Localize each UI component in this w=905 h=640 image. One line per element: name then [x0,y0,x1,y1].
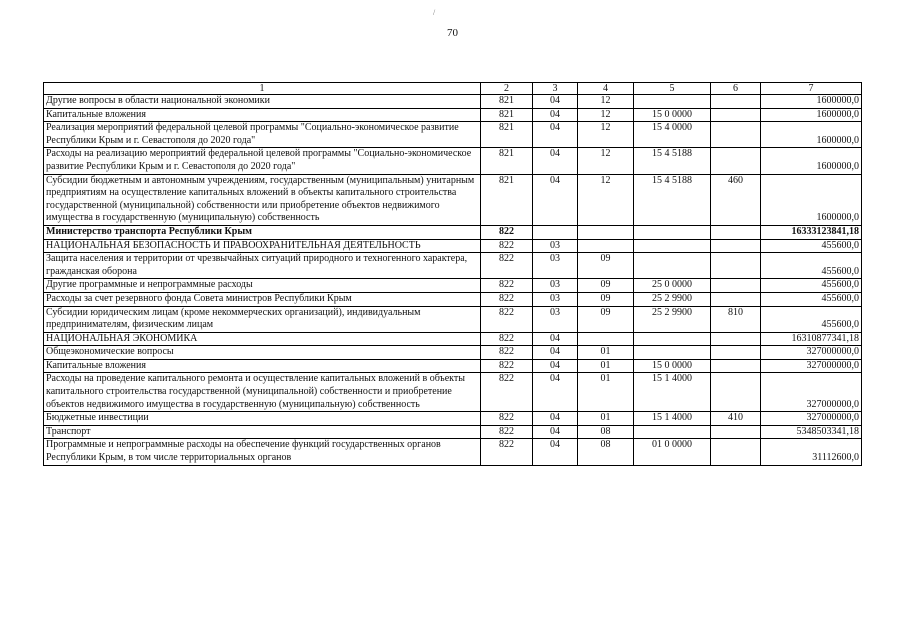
code-grbs-cell: 821 [481,122,533,148]
expense-type-cell [711,332,761,346]
amount-cell: 1600000,0 [761,95,862,109]
row-name-cell: Расходы на проведение капитального ремонта и осуществление капитальных вложений в объекты капитального строительства государственной (муниципальной) собственности и приобретение объектов недвижимого имущества в государственную (муниципальную) собственность [44,373,481,412]
column-header: 6 [711,83,761,95]
amount-cell: 455600,0 [761,253,862,279]
target-article-cell: 25 2 9900 [634,306,711,332]
row-name-cell: Транспорт [44,425,481,439]
row-name-cell: Общеэкономические вопросы [44,346,481,360]
code-grbs-cell: 822 [481,425,533,439]
subsection-cell [578,225,634,239]
target-article-cell [634,253,711,279]
amount-cell: 455600,0 [761,292,862,306]
subsection-cell: 12 [578,174,634,225]
section-cell: 04 [533,108,578,122]
target-article-cell [634,332,711,346]
expense-type-cell [711,373,761,412]
code-grbs-cell: 822 [481,292,533,306]
expense-type-cell [711,108,761,122]
amount-cell: 327000000,0 [761,359,862,373]
section-cell: 03 [533,306,578,332]
table-row [44,122,862,148]
code-grbs-cell: 822 [481,346,533,360]
expense-type-cell: 810 [711,306,761,332]
target-article-cell: 25 2 9900 [634,292,711,306]
code-grbs-cell: 822 [481,225,533,239]
code-grbs-cell: 822 [481,412,533,426]
amount-cell: 1600000,0 [761,122,862,148]
subsection-cell: 12 [578,95,634,109]
amount-cell: 16333123841,18 [761,225,862,239]
code-grbs-cell: 821 [481,95,533,109]
amount-cell: 455600,0 [761,306,862,332]
expense-type-cell [711,122,761,148]
amount-cell: 327000000,0 [761,346,862,360]
row-name-cell: Капитальные вложения [44,359,481,373]
table-body [44,95,862,466]
amount-cell: 455600,0 [761,239,862,253]
subsection-cell: 09 [578,292,634,306]
column-header: 5 [634,83,711,95]
table-row [44,439,862,465]
subsection-cell: 08 [578,425,634,439]
target-article-cell [634,425,711,439]
target-article-cell: 15 0 0000 [634,359,711,373]
code-grbs-cell: 822 [481,373,533,412]
row-name-cell: НАЦИОНАЛЬНАЯ ЭКОНОМИКА [44,332,481,346]
table-row [44,95,862,109]
target-article-cell: 15 4 5188 [634,148,711,174]
table-row [44,279,862,293]
row-name-cell: Другие программные и непрограммные расходы [44,279,481,293]
table-row [44,108,862,122]
amount-cell: 327000000,0 [761,412,862,426]
section-cell: 04 [533,412,578,426]
section-cell: 04 [533,425,578,439]
section-cell: 03 [533,292,578,306]
table-row [44,332,862,346]
subsection-cell: 01 [578,412,634,426]
section-cell: 04 [533,122,578,148]
table-row [44,239,862,253]
expense-type-cell [711,239,761,253]
code-grbs-cell: 822 [481,239,533,253]
section-cell [533,225,578,239]
section-cell: 03 [533,239,578,253]
header-mark: / [433,8,436,17]
expense-type-cell [711,439,761,465]
expense-type-cell [711,359,761,373]
subsection-cell: 09 [578,279,634,293]
subsection-cell: 01 [578,359,634,373]
subsection-cell: 01 [578,373,634,412]
table-row [44,346,862,360]
expense-type-cell [711,425,761,439]
target-article-cell: 01 0 0000 [634,439,711,465]
table-row [44,225,862,239]
subsection-cell: 12 [578,148,634,174]
code-grbs-cell: 821 [481,148,533,174]
row-name-cell: Субсидии юридическим лицам (кроме некоммерческих организаций), индивидуальным предпринимателям, физическим лицам [44,306,481,332]
target-article-cell [634,346,711,360]
target-article-cell: 15 1 4000 [634,373,711,412]
table-row [44,359,862,373]
row-name-cell: Программные и непрограммные расходы на обеспечение функций государственных органов Республики Крым, в том числе территориальных органов [44,439,481,465]
code-grbs-cell: 821 [481,174,533,225]
section-cell: 04 [533,148,578,174]
code-grbs-cell: 822 [481,439,533,465]
subsection-cell: 09 [578,306,634,332]
code-grbs-cell: 821 [481,108,533,122]
subsection-cell: 12 [578,122,634,148]
row-name-cell: Расходы на реализацию мероприятий федеральной целевой программы "Социально-экономическое развитие Республики Крым и г. Севастополя до 2020 года" [44,148,481,174]
expense-type-cell: 410 [711,412,761,426]
table-row [44,306,862,332]
expense-type-cell [711,95,761,109]
section-cell: 04 [533,346,578,360]
column-header: 7 [761,83,862,95]
section-cell: 04 [533,174,578,225]
subsection-cell: 09 [578,253,634,279]
target-article-cell: 15 4 0000 [634,122,711,148]
subsection-cell: 01 [578,346,634,360]
expense-type-cell [711,279,761,293]
column-header: 1 [44,83,481,95]
row-name-cell: Другие вопросы в области национальной экономики [44,95,481,109]
row-name-cell: Расходы за счет резервного фонда Совета министров Республики Крым [44,292,481,306]
section-cell: 04 [533,439,578,465]
target-article-cell [634,239,711,253]
row-name-cell: Министерство транспорта Республики Крым [44,225,481,239]
code-grbs-cell: 822 [481,279,533,293]
subsection-cell [578,332,634,346]
section-cell: 03 [533,279,578,293]
table-row [44,425,862,439]
section-cell: 04 [533,373,578,412]
table-row [44,253,862,279]
expense-type-cell [711,346,761,360]
target-article-cell: 15 0 0000 [634,108,711,122]
section-cell: 04 [533,359,578,373]
column-header: 4 [578,83,634,95]
row-name-cell: Защита населения и территории от чрезвычайных ситуаций природного и техногенного характера, гражданская оборона [44,253,481,279]
target-article-cell [634,225,711,239]
code-grbs-cell: 822 [481,253,533,279]
table-header-row [44,83,862,95]
row-name-cell: Капитальные вложения [44,108,481,122]
row-name-cell: Реализация мероприятий федеральной целевой программы "Социально-экономическое развитие Республики Крым и г. Севастополя до 2020 года" [44,122,481,148]
amount-cell: 1600000,0 [761,174,862,225]
target-article-cell: 15 1 4000 [634,412,711,426]
expense-type-cell [711,225,761,239]
amount-cell: 327000000,0 [761,373,862,412]
column-header: 3 [533,83,578,95]
section-cell: 03 [533,253,578,279]
amount-cell: 1600000,0 [761,148,862,174]
target-article-cell [634,95,711,109]
code-grbs-cell: 822 [481,332,533,346]
code-grbs-cell: 822 [481,306,533,332]
table-row [44,148,862,174]
table-row [44,174,862,225]
page-number: 70 [447,27,458,39]
row-name-cell: Бюджетные инвестиции [44,412,481,426]
section-cell: 04 [533,332,578,346]
table-row [44,373,862,412]
row-name-cell: Субсидии бюджетным и автономным учреждениям, государственным (муниципальным) унитарным предприятиям на осуществление капитальных вложений в объекты капитального строительства государственной (муниципальной) собственности или приобретение объектов недвижимого имущества в государственную (муниципальную) собственность [44,174,481,225]
expense-type-cell [711,292,761,306]
amount-cell: 455600,0 [761,279,862,293]
budget-table [43,82,862,466]
subsection-cell: 12 [578,108,634,122]
amount-cell: 16310877341,18 [761,332,862,346]
column-header: 2 [481,83,533,95]
amount-cell: 1600000,0 [761,108,862,122]
table-row [44,292,862,306]
amount-cell: 31112600,0 [761,439,862,465]
expense-type-cell [711,253,761,279]
amount-cell: 5348503341,18 [761,425,862,439]
expense-type-cell: 460 [711,174,761,225]
section-cell: 04 [533,95,578,109]
target-article-cell: 15 4 5188 [634,174,711,225]
expense-type-cell [711,148,761,174]
table-row [44,412,862,426]
code-grbs-cell: 822 [481,359,533,373]
subsection-cell: 08 [578,439,634,465]
row-name-cell: НАЦИОНАЛЬНАЯ БЕЗОПАСНОСТЬ И ПРАВООХРАНИТЕЛЬНАЯ ДЕЯТЕЛЬНОСТЬ [44,239,481,253]
target-article-cell: 25 0 0000 [634,279,711,293]
subsection-cell [578,239,634,253]
